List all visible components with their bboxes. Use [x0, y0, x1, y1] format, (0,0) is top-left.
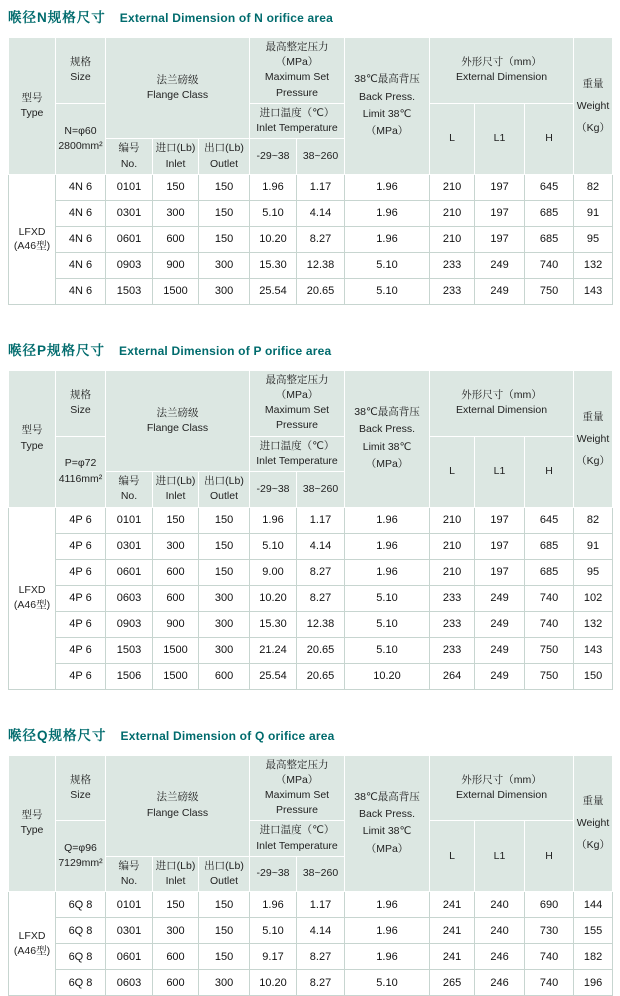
- data-cell: 0301: [106, 533, 153, 559]
- data-cell: 9.00: [250, 559, 297, 585]
- data-cell: 740: [525, 970, 574, 996]
- th-flange-class: 法兰磅级 Flange Class: [106, 38, 250, 139]
- data-cell: 5.10: [250, 918, 297, 944]
- data-cell: 210: [430, 200, 475, 226]
- th-type: 型号 Type: [9, 370, 56, 507]
- data-cell: 132: [574, 611, 613, 637]
- data-cell: 143: [574, 637, 613, 663]
- data-cell: 8.27: [297, 944, 345, 970]
- th-col-h: H: [525, 103, 574, 174]
- data-cell: 249: [475, 585, 525, 611]
- data-cell: 300: [153, 918, 199, 944]
- th-flange-class: 法兰磅级 Flange Class: [106, 755, 250, 856]
- data-cell: 21.24: [250, 637, 297, 663]
- data-cell: 4P 6: [56, 533, 106, 559]
- data-cell: 150: [199, 533, 250, 559]
- th-weight: 重量 Weight （Kg）: [574, 755, 613, 892]
- table-row: [9, 226, 613, 252]
- data-cell: 20.65: [297, 663, 345, 689]
- data-cell: 645: [525, 174, 574, 200]
- data-cell: 600: [153, 226, 199, 252]
- table-row: [9, 611, 613, 637]
- th-type: 型号 Type: [9, 755, 56, 892]
- th-external-dimension: 外形尺寸（mm） External Dimension: [430, 755, 574, 821]
- th-col-l: L: [430, 821, 475, 892]
- data-cell: 95: [574, 559, 613, 585]
- data-cell: 15.30: [250, 252, 297, 278]
- table-row: [9, 585, 613, 611]
- data-cell: 249: [475, 663, 525, 689]
- data-cell: 1506: [106, 663, 153, 689]
- th-no: 编号 No.: [106, 856, 153, 891]
- data-cell: 1.96: [345, 174, 430, 200]
- data-cell: 249: [475, 278, 525, 304]
- th-temp-range-high: 38~260: [297, 472, 345, 507]
- th-col-l1: L1: [475, 436, 525, 507]
- data-cell: 1.96: [345, 533, 430, 559]
- data-cell: 0603: [106, 585, 153, 611]
- data-cell: 4N 6: [56, 278, 106, 304]
- data-cell: 210: [430, 533, 475, 559]
- data-cell: 600: [153, 944, 199, 970]
- section-title-zh: 喉径Q规格尺寸: [8, 728, 107, 743]
- data-cell: 150: [199, 892, 250, 918]
- data-cell: 4P 6: [56, 585, 106, 611]
- data-cell: 241: [430, 892, 475, 918]
- data-cell: 249: [475, 637, 525, 663]
- model-cell: LFXD (A46型): [9, 174, 56, 304]
- table-row: [9, 637, 613, 663]
- th-outlet: 出口(Lb) Outlet: [199, 139, 250, 174]
- data-cell: 210: [430, 174, 475, 200]
- data-cell: 265: [430, 970, 475, 996]
- th-weight: 重量 Weight （Kg）: [574, 370, 613, 507]
- data-cell: 25.54: [250, 278, 297, 304]
- data-cell: 25.54: [250, 663, 297, 689]
- data-cell: 685: [525, 226, 574, 252]
- table-body-n: [9, 174, 613, 304]
- section-p-orifice: [8, 339, 612, 690]
- data-cell: 1.96: [345, 200, 430, 226]
- th-max-set-pressure: 最高整定压力（MPa） Maximum Set Pressure: [250, 370, 345, 436]
- data-cell: 10.20: [250, 970, 297, 996]
- data-cell: 0601: [106, 226, 153, 252]
- data-cell: 685: [525, 200, 574, 226]
- th-back-pressure: 38℃最高背压 Back Press. Limit 38℃ （MPa）: [345, 755, 430, 892]
- data-cell: 20.65: [297, 278, 345, 304]
- data-cell: 300: [199, 585, 250, 611]
- table-row: [9, 252, 613, 278]
- section-title-en: External Dimension of P orifice area: [119, 344, 331, 358]
- th-temp-range-low: -29~38: [250, 856, 297, 891]
- data-cell: 740: [525, 585, 574, 611]
- data-cell: 182: [574, 944, 613, 970]
- data-cell: 132: [574, 252, 613, 278]
- data-cell: 0301: [106, 918, 153, 944]
- data-cell: 740: [525, 944, 574, 970]
- data-cell: 249: [475, 611, 525, 637]
- data-cell: 4P 6: [56, 611, 106, 637]
- th-temp-range-high: 38~260: [297, 856, 345, 891]
- data-cell: 690: [525, 892, 574, 918]
- th-size-spec: Q=φ96 7129mm²: [56, 821, 106, 892]
- table-body-q: [9, 892, 613, 996]
- data-cell: 91: [574, 200, 613, 226]
- data-cell: 197: [475, 559, 525, 585]
- th-size-spec: N=φ60 2800mm²: [56, 103, 106, 174]
- th-inlet-temperature: 进口温度（℃） Inlet Temperature: [250, 103, 345, 138]
- data-cell: 0903: [106, 611, 153, 637]
- model-cell: LFXD (A46型): [9, 892, 56, 996]
- th-inlet: 进口(Lb) Inlet: [153, 139, 199, 174]
- data-cell: 246: [475, 970, 525, 996]
- data-cell: 102: [574, 585, 613, 611]
- table-row: [9, 278, 613, 304]
- data-cell: 240: [475, 918, 525, 944]
- section-title-en: External Dimension of N orifice area: [120, 11, 333, 25]
- th-external-dimension: 外形尺寸（mm） External Dimension: [430, 370, 574, 436]
- data-cell: 4P 6: [56, 559, 106, 585]
- data-cell: 8.27: [297, 585, 345, 611]
- data-cell: 10.20: [345, 663, 430, 689]
- data-cell: 196: [574, 970, 613, 996]
- data-cell: 300: [199, 252, 250, 278]
- th-col-l: L: [430, 436, 475, 507]
- data-cell: 5.10: [250, 533, 297, 559]
- table-row: [9, 944, 613, 970]
- data-cell: 155: [574, 918, 613, 944]
- data-cell: 95: [574, 226, 613, 252]
- data-cell: 82: [574, 174, 613, 200]
- data-cell: 6Q 8: [56, 918, 106, 944]
- data-cell: 730: [525, 918, 574, 944]
- th-max-set-pressure: 最高整定压力（MPa） Maximum Set Pressure: [250, 38, 345, 104]
- data-cell: 6Q 8: [56, 944, 106, 970]
- table-row: [9, 507, 613, 533]
- data-cell: 0101: [106, 174, 153, 200]
- data-cell: 750: [525, 278, 574, 304]
- data-cell: 300: [199, 970, 250, 996]
- data-cell: 0301: [106, 200, 153, 226]
- spec-table-p: [8, 370, 613, 690]
- data-cell: 144: [574, 892, 613, 918]
- th-temp-range-low: -29~38: [250, 139, 297, 174]
- data-cell: 1.96: [345, 559, 430, 585]
- data-cell: 4N 6: [56, 252, 106, 278]
- data-cell: 600: [153, 559, 199, 585]
- section-q-orifice: [8, 724, 612, 996]
- data-cell: 4.14: [297, 200, 345, 226]
- th-outlet: 出口(Lb) Outlet: [199, 856, 250, 891]
- table-row: [9, 174, 613, 200]
- th-inlet: 进口(Lb) Inlet: [153, 472, 199, 507]
- data-cell: 91: [574, 533, 613, 559]
- table-row: [9, 200, 613, 226]
- section-title-en: External Dimension of Q orifice area: [121, 729, 335, 743]
- th-type: 型号 Type: [9, 38, 56, 175]
- data-cell: 0601: [106, 559, 153, 585]
- data-cell: 8.27: [297, 226, 345, 252]
- th-inlet: 进口(Lb) Inlet: [153, 856, 199, 891]
- data-cell: 740: [525, 252, 574, 278]
- data-cell: 300: [199, 611, 250, 637]
- th-flange-class: 法兰磅级 Flange Class: [106, 370, 250, 471]
- section-title-zh: 喉径P规格尺寸: [8, 343, 105, 358]
- data-cell: 150: [153, 507, 199, 533]
- data-cell: 1503: [106, 278, 153, 304]
- data-cell: 82: [574, 507, 613, 533]
- data-cell: 0101: [106, 507, 153, 533]
- th-size: 规格 Size: [56, 755, 106, 821]
- th-outlet: 出口(Lb) Outlet: [199, 472, 250, 507]
- data-cell: 8.27: [297, 970, 345, 996]
- table-row: [9, 918, 613, 944]
- data-cell: 5.10: [345, 585, 430, 611]
- th-size: 规格 Size: [56, 370, 106, 436]
- data-cell: 900: [153, 611, 199, 637]
- th-size: 规格 Size: [56, 38, 106, 104]
- data-cell: 1.96: [250, 892, 297, 918]
- data-cell: 210: [430, 559, 475, 585]
- data-cell: 150: [199, 944, 250, 970]
- data-cell: 210: [430, 507, 475, 533]
- data-cell: 750: [525, 663, 574, 689]
- table-row: [9, 663, 613, 689]
- data-cell: 240: [475, 892, 525, 918]
- th-max-set-pressure: 最高整定压力（MPa） Maximum Set Pressure: [250, 755, 345, 821]
- data-cell: 4N 6: [56, 226, 106, 252]
- data-cell: 197: [475, 226, 525, 252]
- data-cell: 241: [430, 944, 475, 970]
- data-cell: 5.10: [345, 970, 430, 996]
- th-no: 编号 No.: [106, 139, 153, 174]
- data-cell: 197: [475, 174, 525, 200]
- th-back-pressure: 38℃最高背压 Back Press. Limit 38℃ （MPa）: [345, 38, 430, 175]
- data-cell: 233: [430, 611, 475, 637]
- th-col-l: L: [430, 103, 475, 174]
- data-cell: 750: [525, 637, 574, 663]
- data-cell: 4.14: [297, 918, 345, 944]
- th-col-h: H: [525, 821, 574, 892]
- th-weight: 重量 Weight （Kg）: [574, 38, 613, 175]
- data-cell: 150: [153, 892, 199, 918]
- section-title-p: [8, 339, 612, 360]
- data-cell: 300: [199, 637, 250, 663]
- data-cell: 233: [430, 252, 475, 278]
- data-cell: 600: [153, 585, 199, 611]
- data-cell: 1500: [153, 637, 199, 663]
- data-cell: 12.38: [297, 252, 345, 278]
- th-back-pressure: 38℃最高背压 Back Press. Limit 38℃ （MPa）: [345, 370, 430, 507]
- data-cell: 600: [199, 663, 250, 689]
- spec-table-n: [8, 37, 613, 305]
- data-cell: 197: [475, 200, 525, 226]
- th-col-l1: L1: [475, 821, 525, 892]
- data-cell: 1500: [153, 663, 199, 689]
- data-cell: 0903: [106, 252, 153, 278]
- th-no: 编号 No.: [106, 472, 153, 507]
- data-cell: 4N 6: [56, 174, 106, 200]
- table-row: [9, 559, 613, 585]
- th-col-h: H: [525, 436, 574, 507]
- data-cell: 5.10: [345, 278, 430, 304]
- data-cell: 4P 6: [56, 637, 106, 663]
- data-cell: 10.20: [250, 226, 297, 252]
- data-cell: 4P 6: [56, 663, 106, 689]
- data-cell: 150: [199, 918, 250, 944]
- data-cell: 10.20: [250, 585, 297, 611]
- data-cell: 685: [525, 533, 574, 559]
- data-cell: 1.96: [345, 507, 430, 533]
- data-cell: 6Q 8: [56, 970, 106, 996]
- table-row: [9, 970, 613, 996]
- section-n-orifice: [8, 6, 612, 305]
- section-title-zh: 喉径N规格尺寸: [8, 10, 106, 25]
- table-row: [9, 892, 613, 918]
- data-cell: 0601: [106, 944, 153, 970]
- data-cell: 150: [199, 226, 250, 252]
- data-cell: 197: [475, 507, 525, 533]
- data-cell: 233: [430, 585, 475, 611]
- data-cell: 6Q 8: [56, 892, 106, 918]
- table-row: [9, 533, 613, 559]
- th-temp-range-high: 38~260: [297, 139, 345, 174]
- data-cell: 1.17: [297, 507, 345, 533]
- data-cell: 1.96: [345, 944, 430, 970]
- data-cell: 20.65: [297, 637, 345, 663]
- table-body-p: [9, 507, 613, 689]
- data-cell: 1.96: [345, 892, 430, 918]
- th-temp-range-low: -29~38: [250, 472, 297, 507]
- data-cell: 150: [199, 174, 250, 200]
- data-cell: 685: [525, 559, 574, 585]
- data-cell: 4N 6: [56, 200, 106, 226]
- data-cell: 5.10: [250, 200, 297, 226]
- data-cell: 143: [574, 278, 613, 304]
- data-cell: 150: [199, 200, 250, 226]
- data-cell: 197: [475, 533, 525, 559]
- data-cell: 300: [153, 200, 199, 226]
- data-cell: 249: [475, 252, 525, 278]
- th-inlet-temperature: 进口温度（℃） Inlet Temperature: [250, 821, 345, 856]
- data-cell: 5.10: [345, 252, 430, 278]
- data-cell: 246: [475, 944, 525, 970]
- data-cell: 5.10: [345, 611, 430, 637]
- data-cell: 1.96: [250, 507, 297, 533]
- data-cell: 1.96: [250, 174, 297, 200]
- data-cell: 9.17: [250, 944, 297, 970]
- data-cell: 4P 6: [56, 507, 106, 533]
- data-cell: 15.30: [250, 611, 297, 637]
- data-cell: 0101: [106, 892, 153, 918]
- section-title-n: [8, 6, 612, 27]
- data-cell: 1500: [153, 278, 199, 304]
- data-cell: 645: [525, 507, 574, 533]
- data-cell: 600: [153, 970, 199, 996]
- th-col-l1: L1: [475, 103, 525, 174]
- model-cell: LFXD (A46型): [9, 507, 56, 689]
- data-cell: 150: [153, 174, 199, 200]
- data-cell: 900: [153, 252, 199, 278]
- data-cell: 1.96: [345, 918, 430, 944]
- data-cell: 1.17: [297, 174, 345, 200]
- data-cell: 5.10: [345, 637, 430, 663]
- data-cell: 264: [430, 663, 475, 689]
- data-cell: 241: [430, 918, 475, 944]
- data-cell: 150: [199, 507, 250, 533]
- data-cell: 233: [430, 637, 475, 663]
- data-cell: 1.17: [297, 892, 345, 918]
- section-title-q: [8, 724, 612, 745]
- th-inlet-temperature: 进口温度（℃） Inlet Temperature: [250, 436, 345, 471]
- data-cell: 150: [574, 663, 613, 689]
- data-cell: 300: [153, 533, 199, 559]
- data-cell: 8.27: [297, 559, 345, 585]
- data-cell: 233: [430, 278, 475, 304]
- data-cell: 300: [199, 278, 250, 304]
- data-cell: 1.96: [345, 226, 430, 252]
- data-cell: 210: [430, 226, 475, 252]
- data-cell: 1503: [106, 637, 153, 663]
- data-cell: 0603: [106, 970, 153, 996]
- th-size-spec: P=φ72 4116mm²: [56, 436, 106, 507]
- data-cell: 150: [199, 559, 250, 585]
- data-cell: 740: [525, 611, 574, 637]
- spec-table-q: [8, 755, 613, 996]
- th-external-dimension: 外形尺寸（mm） External Dimension: [430, 38, 574, 104]
- data-cell: 4.14: [297, 533, 345, 559]
- data-cell: 12.38: [297, 611, 345, 637]
